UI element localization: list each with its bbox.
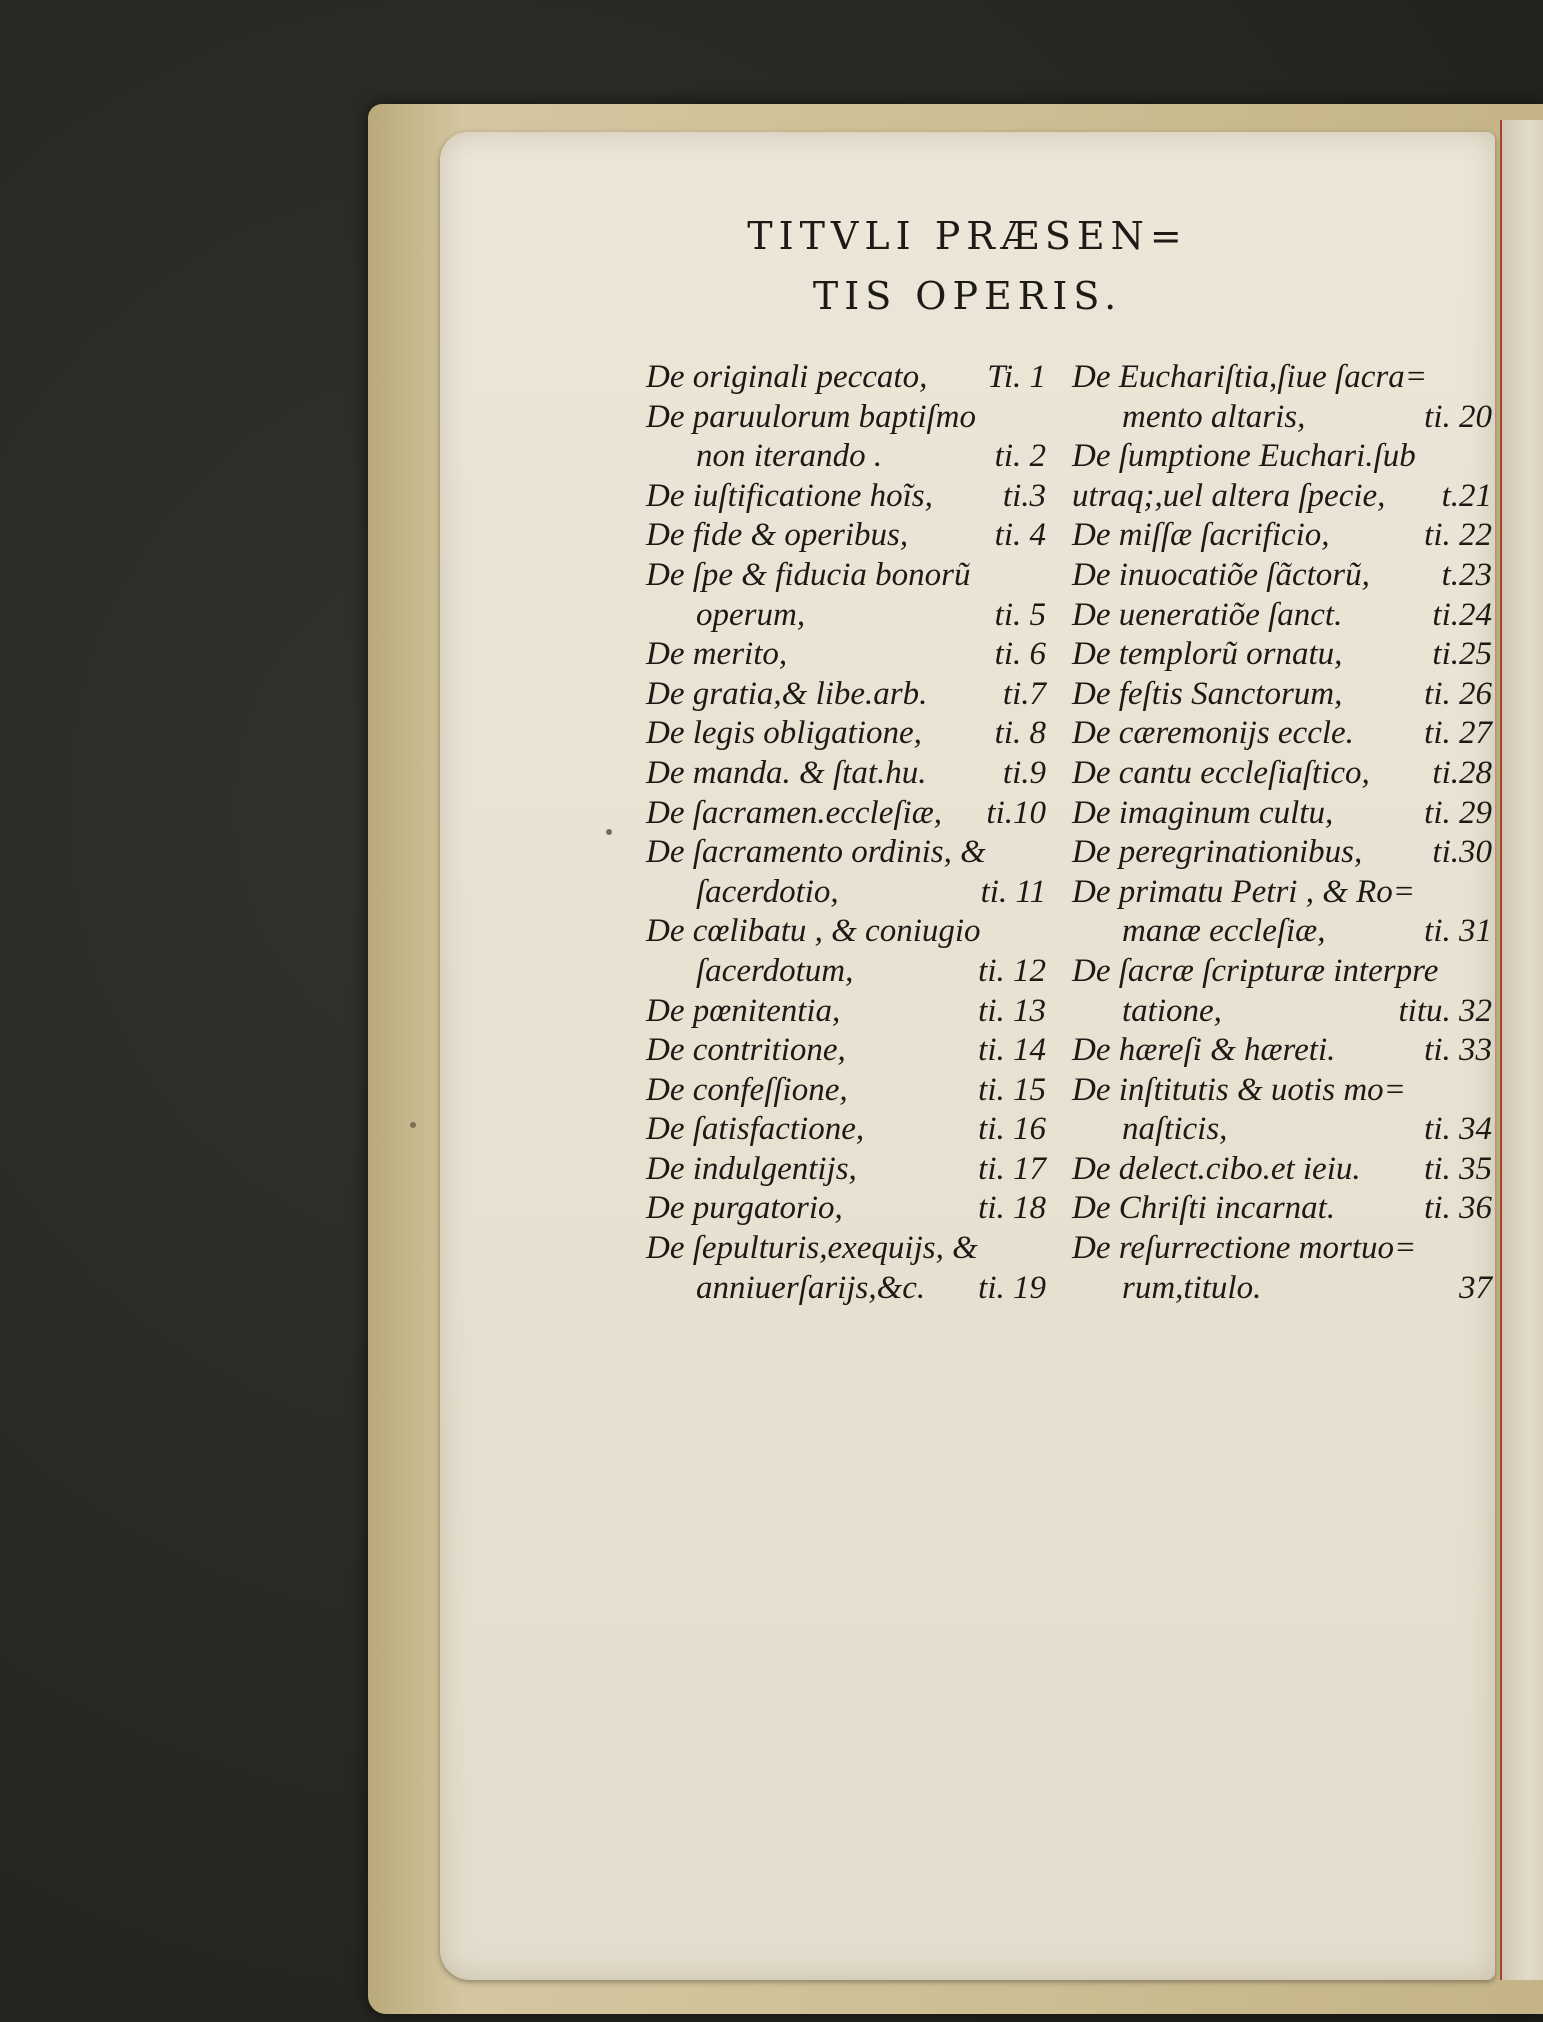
contents-entry: [1072, 912, 1492, 952]
contents-entry: [1072, 952, 1492, 992]
book-page: [440, 132, 1495, 1980]
entry-title-number: ti. 2: [994, 438, 1046, 475]
entry-title: operum,: [696, 596, 806, 633]
entry-title-number: t.23: [1441, 556, 1492, 593]
contents-entry: [1072, 675, 1492, 715]
contents-entry: [1072, 596, 1492, 636]
contents-entry: [646, 1031, 1046, 1071]
entry-title-number: Ti. 1: [987, 359, 1046, 395]
contents-column-left: [646, 358, 1046, 1308]
contents-entry: [646, 754, 1046, 794]
entry-title: rum,titulo.: [1122, 1269, 1262, 1306]
entry-title-number: ti. 20: [1424, 398, 1492, 435]
entry-title: De feſtis Sanctorum,: [1072, 675, 1343, 712]
entry-title-number: titu. 32: [1398, 992, 1492, 1029]
contents-entry: [646, 477, 1046, 517]
entry-title-number: ti. 26: [1424, 675, 1492, 712]
contents-entry: [646, 1150, 1046, 1190]
entry-title: De ſumptione Euchari.ſub: [1072, 438, 1416, 475]
entry-title-number: ti.7: [1002, 675, 1046, 712]
entry-title: De indulgentijs,: [646, 1150, 857, 1187]
contents-entry: [646, 714, 1046, 754]
entry-title: De ſatisfactione,: [646, 1111, 865, 1148]
entry-title-number: ti. 22: [1424, 517, 1492, 554]
entry-title-number: ti. 15: [978, 1071, 1046, 1108]
contents-entry: [646, 912, 1046, 952]
entry-title: De ſacramento ordinis, &: [646, 834, 986, 871]
entry-title: De inſtitutis & uotis mo=: [1072, 1071, 1406, 1108]
page-title-line-2: TIS OPERIS.: [812, 274, 1123, 318]
entry-title: De cæremonijs eccle.: [1072, 715, 1354, 752]
entry-title: De pœnitentia,: [646, 992, 841, 1029]
ink-speck: [606, 829, 612, 835]
entry-title: De inuocatiõe ſãctorũ,: [1072, 556, 1370, 593]
entry-title-number: ti. 6: [994, 636, 1046, 673]
entry-title: De confeſſione,: [646, 1071, 848, 1108]
contents-entry: [646, 794, 1046, 834]
contents-entry: [646, 556, 1046, 596]
entry-title: De legis obligatione,: [646, 715, 922, 752]
entry-title-number: ti.10: [986, 794, 1046, 831]
entry-title: De ſpe & fiducia bonorũ: [646, 556, 971, 593]
page-title-line-1: TITVLI PRÆSEN=: [747, 214, 1188, 258]
entry-title: De originali peccato,: [646, 359, 928, 395]
entry-title-number: ti. 19: [978, 1269, 1046, 1306]
entry-title: De manda. & ſtat.hu.: [646, 754, 927, 791]
contents-entry: [646, 833, 1046, 873]
contents-entry: [1072, 1189, 1492, 1229]
entry-title: De peregrinationibus,: [1072, 834, 1363, 871]
entry-title: De imaginum cultu,: [1072, 794, 1334, 831]
contents-entry: [1072, 714, 1492, 754]
entry-title: De ſacramen.eccleſiæ,: [646, 794, 942, 831]
contents-entry: [1072, 556, 1492, 596]
entry-title-number: ti.9: [1002, 754, 1046, 791]
entry-title-number: ti. 31: [1424, 913, 1492, 950]
entry-title-number: ti. 12: [978, 952, 1046, 989]
contents-entry: [646, 1071, 1046, 1111]
entry-title: De ſacræ ſcripturæ interpre: [1072, 952, 1439, 989]
entry-title-number: ti. 14: [978, 1032, 1046, 1069]
entry-title-number: ti. 29: [1424, 794, 1492, 831]
entry-title: De paruulorum baptiſmo: [646, 398, 976, 435]
entry-title: naſticis,: [1122, 1111, 1228, 1148]
contents-entry: [1072, 1269, 1492, 1309]
contents-entry: [646, 358, 1046, 398]
facing-page-edge: [1500, 120, 1543, 1980]
entry-title-number: ti.28: [1432, 754, 1492, 791]
contents-entry: [646, 1229, 1046, 1269]
entry-title-number: ti.25: [1432, 636, 1492, 673]
entry-title: De Chriſti incarnat.: [1072, 1190, 1336, 1227]
entry-title-number: ti. 11: [980, 873, 1046, 910]
contents-entry: [646, 398, 1046, 438]
entry-title: De miſſæ ſacrificio,: [1072, 517, 1330, 554]
entry-title-number: ti.3: [1002, 477, 1046, 514]
contents-entry: [1072, 358, 1492, 398]
entry-title: ſacerdotio,: [696, 873, 839, 910]
entry-title: De delect.cibo.et ieiu.: [1072, 1150, 1361, 1187]
entry-title: De ſepulturis,exequijs, &: [646, 1230, 978, 1267]
entry-title: De merito,: [646, 636, 788, 673]
entry-title-number: ti. 13: [978, 992, 1046, 1029]
contents-entry: [646, 1269, 1046, 1309]
entry-title-number: ti.24: [1432, 596, 1492, 633]
entry-title-number: ti. 4: [994, 517, 1046, 554]
contents-entry: [1072, 1150, 1492, 1190]
entry-title-number: t.21: [1441, 477, 1492, 514]
entry-title-number: 37: [1459, 1269, 1492, 1306]
contents-entry: [1072, 635, 1492, 675]
entry-title: De templorũ ornatu,: [1072, 636, 1343, 673]
entry-title: De cantu eccleſiaſtico,: [1072, 754, 1370, 791]
entry-title-number: ti. 35: [1424, 1150, 1492, 1187]
entry-title-number: ti. 8: [994, 715, 1046, 752]
contents-entry: [1072, 873, 1492, 913]
contents-entry: [646, 675, 1046, 715]
entry-title-number: ti. 16: [978, 1111, 1046, 1148]
entry-title-number: ti. 34: [1424, 1111, 1492, 1148]
entry-title: De reſurrectione mortuo=: [1072, 1230, 1417, 1267]
entry-title-number: ti. 18: [978, 1190, 1046, 1227]
entry-title: De ueneratiõe ſanct.: [1072, 596, 1343, 633]
contents-entry: [1072, 1110, 1492, 1150]
entry-title-number: ti.30: [1432, 834, 1492, 871]
entry-title: De hæreſi & hæreti.: [1072, 1032, 1336, 1069]
contents-entry: [646, 873, 1046, 913]
contents-entry: [646, 1189, 1046, 1229]
contents-entry: [1072, 992, 1492, 1032]
contents-column-right: [1072, 358, 1492, 1308]
contents-entry: [646, 1110, 1046, 1150]
contents-entry: [1072, 1071, 1492, 1111]
entry-title: De primatu Petri , & Ro=: [1072, 873, 1416, 910]
contents-entry: [646, 437, 1046, 477]
entry-title-number: ti. 33: [1424, 1032, 1492, 1069]
contents-entry: [1072, 398, 1492, 438]
contents-entry: [1072, 833, 1492, 873]
entry-title: ſacerdotum,: [696, 952, 854, 989]
contents-entry: [646, 516, 1046, 556]
entry-title: anniuerſarijs,&c.: [696, 1269, 926, 1306]
contents-entry: [1072, 794, 1492, 834]
entry-title-number: ti. 17: [978, 1150, 1046, 1187]
contents-entry: [646, 952, 1046, 992]
entry-title: De Euchariſtia,ſiue ſacra=: [1072, 359, 1427, 395]
entry-title-number: ti. 5: [994, 596, 1046, 633]
entry-title: De fide & operibus,: [646, 517, 909, 554]
contents-entry: [1072, 1229, 1492, 1269]
entry-title: utraq;,uel altera ſpecie,: [1072, 477, 1386, 514]
contents-entry: [646, 596, 1046, 636]
entry-title: manæ eccleſiæ,: [1122, 913, 1326, 950]
contents-entry: [646, 992, 1046, 1032]
entry-title-number: ti. 36: [1424, 1190, 1492, 1227]
entry-title: tatione,: [1122, 992, 1222, 1029]
entry-title: De contritione,: [646, 1032, 846, 1069]
entry-title: De cœlibatu , & coniugio: [646, 913, 981, 950]
entry-title: mento altaris,: [1122, 398, 1306, 435]
contents-entry: [1072, 754, 1492, 794]
contents-entry: [1072, 1031, 1492, 1071]
contents-entry: [1072, 477, 1492, 517]
contents-entry: [1072, 437, 1492, 477]
entry-title-number: ti. 27: [1424, 715, 1492, 752]
ink-speck: [410, 1122, 416, 1128]
entry-title: non iterando .: [696, 438, 883, 475]
entry-title: De iuſtificatione hoĩs,: [646, 477, 933, 514]
contents-entry: [646, 635, 1046, 675]
contents-entry: [1072, 516, 1492, 556]
entry-title: De gratia,& libe.arb.: [646, 675, 928, 712]
entry-title: De purgatorio,: [646, 1190, 843, 1227]
